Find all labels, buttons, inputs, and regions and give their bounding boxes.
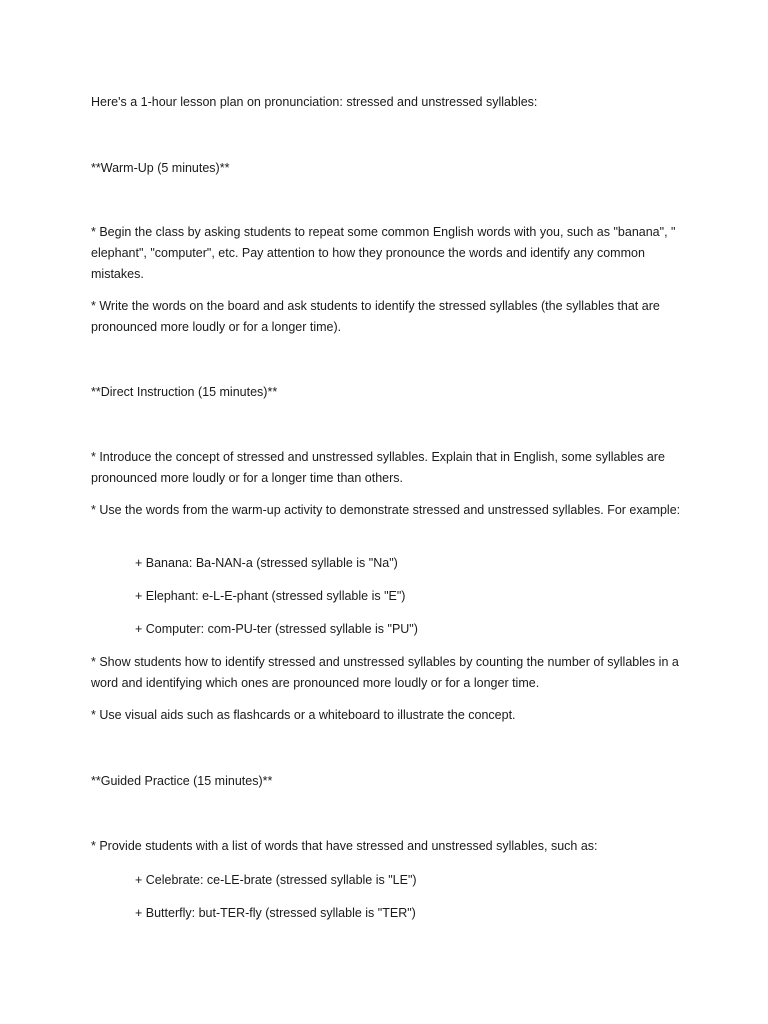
- example-banana: + Banana: Ba-NAN-a (stressed syllable is "Na"): [135, 556, 398, 570]
- guided-paragraph-1: * Provide students with a list of words that have stressed and unstressed syllables, such as:: [91, 839, 598, 853]
- direct-paragraph-2: * Use the words from the warm-up activity to demonstrate stressed and unstressed syllables. For example:: [91, 503, 681, 517]
- direct-paragraph-3: * Show students how to identify stressed and unstressed syllables by counting the number of syllables in a word and identifying which ones are pronounced more loudly or for a longer time.: [91, 655, 679, 690]
- guided-practice-heading: **Guided Practice (15 minutes)**: [91, 774, 273, 788]
- example-butterfly: + Butterfly: but-TER-fly (stressed syllable is "TER"): [135, 906, 416, 920]
- warmup-paragraph-1: * Begin the class by asking students to repeat some common English words with you, such as "banana", " elephant", "computer", etc. Pay attention to how they pronounce the words and identify any common mistakes.: [91, 225, 676, 281]
- direct-paragraph-1: * Introduce the concept of stressed and unstressed syllables. Explain that in English, some syllables are pronounced more loudly or for a longer time than others.: [91, 450, 665, 485]
- example-elephant: + Elephant: e-L-E-phant (stressed syllable is "E"): [135, 589, 406, 603]
- example-celebrate: + Celebrate: ce-LE-brate (stressed syllable is "LE"): [135, 873, 417, 887]
- example-computer: + Computer: com-PU-ter (stressed syllable is "PU"): [135, 622, 418, 636]
- warmup-heading: **Warm-Up (5 minutes)**: [91, 161, 230, 175]
- warmup-paragraph-2: * Write the words on the board and ask students to identify the stressed syllables (the syllables that are pronounced more loudly or for a longer time).: [91, 299, 660, 334]
- direct-paragraph-4: * Use visual aids such as flashcards or a whiteboard to illustrate the concept.: [91, 708, 516, 722]
- intro-paragraph: Here's a 1-hour lesson plan on pronunciation: stressed and unstressed syllables:: [91, 95, 538, 109]
- direct-instruction-heading: **Direct Instruction (15 minutes)**: [91, 385, 278, 399]
